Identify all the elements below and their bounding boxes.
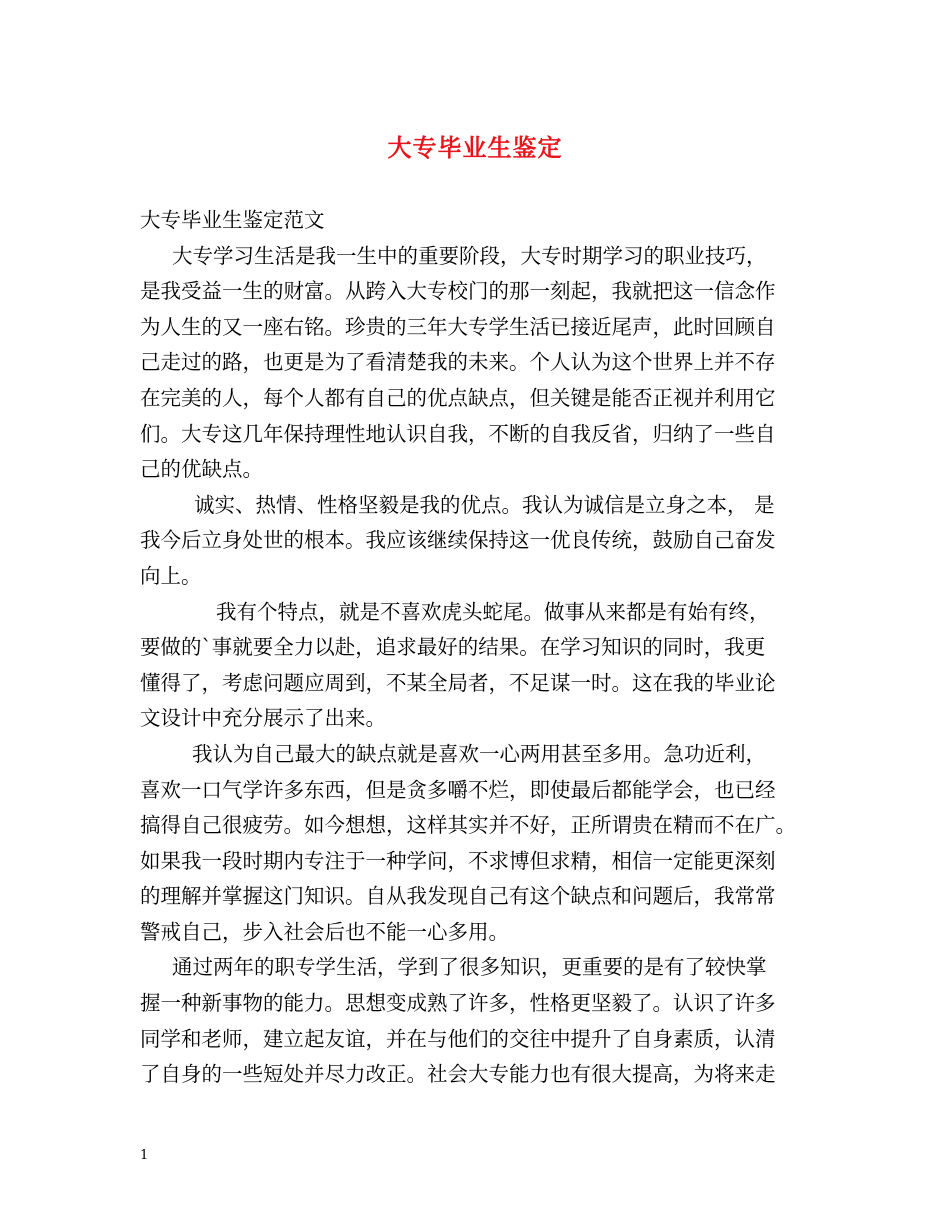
paragraph-line: 在完美的人，每个人都有自己的优点缺点，但关键是能否正视并利用它 (140, 385, 776, 410)
paragraph-line: 大专学习生活是我一生中的重要阶段，大专时期学习的职业技巧， (172, 243, 767, 268)
paragraph-line: 如果我一段时期内专注于一种学问，不求博但求精，相信一定能更深刻 (140, 848, 776, 873)
document-body (140, 203, 830, 1093)
paragraph-line: 同学和老师，建立起友谊，并在与他们的交往中提升了自身素质，认清 (140, 1026, 776, 1051)
paragraph-line: 是我受益一生的财富。从跨入大专校门的那一刻起，我就把这一信念作 (140, 279, 776, 304)
paragraph-line: 了自身的一些短处并尽力改正。社会大专能力也有很大提高，为将来走 (140, 1062, 776, 1087)
paragraph-line: 己的优缺点。 (140, 457, 263, 482)
paragraph-1 (140, 239, 830, 488)
paragraph-line: 懂得了，考虑问题应周到，不某全局者，不足谋一时。这在我的毕业论 (140, 670, 776, 695)
paragraph-line: 文设计中充分展示了出来。 (140, 706, 386, 731)
paragraph-line: 向上。 (140, 563, 202, 588)
paragraph-line: 为人生的又一座右铭。珍贵的三年大专学生活已接近尾声，此时回顾自 (140, 314, 776, 339)
paragraph-line: 要做的`事就要全力以赴，追求最好的结果。在学习知识的同时，我更 (140, 635, 766, 660)
paragraph-line: 诚实、热情、性格坚毅是我的优点。我认为诚信是立身之本， 是 (194, 492, 775, 517)
document-title: 大专毕业生鉴定 (387, 133, 563, 162)
paragraph-5 (140, 950, 830, 1092)
page-number: 1 (140, 1148, 149, 1163)
paragraph-line: 警戒自己，步入社会后也不能一心多用。 (140, 919, 509, 944)
paragraph-line: 我今后立身处世的根本。我应该继续保持这一优良传统，鼓励自己奋发 (140, 528, 776, 553)
paragraph-line: 的理解并掌握这门知识。自从我发现自己有这个缺点和问题后，我常常 (140, 884, 776, 909)
paragraph-3 (140, 595, 830, 737)
paragraph-line: 搞得自己很疲劳。如今想想，这样其实并不好，正所谓贵在精而不在广。 (140, 813, 796, 838)
subtitle-line: 大专毕业生鉴定范文 (140, 208, 325, 232)
paragraph-4 (140, 737, 830, 951)
paragraph-line: 通过两年的职专学生活，学到了很多知识，更重要的是有了较快掌 (172, 955, 767, 980)
paragraph-line: 喜欢一口气学许多东西，但是贪多嚼不烂，即使最后都能学会，也已经 (140, 777, 776, 802)
paragraph-line: 们。大专这几年保持理性地认识自我，不断的自我反省，归纳了一些自 (140, 421, 776, 446)
paragraph-line: 我认为自己最大的缺点就是喜欢一心两用甚至多用。急功近利， (192, 741, 766, 766)
paragraph-line: 握一种新事物的能力。思想变成熟了许多，性格更坚毅了。认识了许多 (140, 991, 776, 1016)
paragraph-line: 己走过的路，也更是为了看清楚我的未来。个人认为这个世界上并不存 (140, 350, 776, 375)
paragraph-2 (140, 488, 830, 595)
paragraph-line: 我有个特点，就是不喜欢虎头蛇尾。做事从来都是有始有终， (216, 599, 770, 624)
